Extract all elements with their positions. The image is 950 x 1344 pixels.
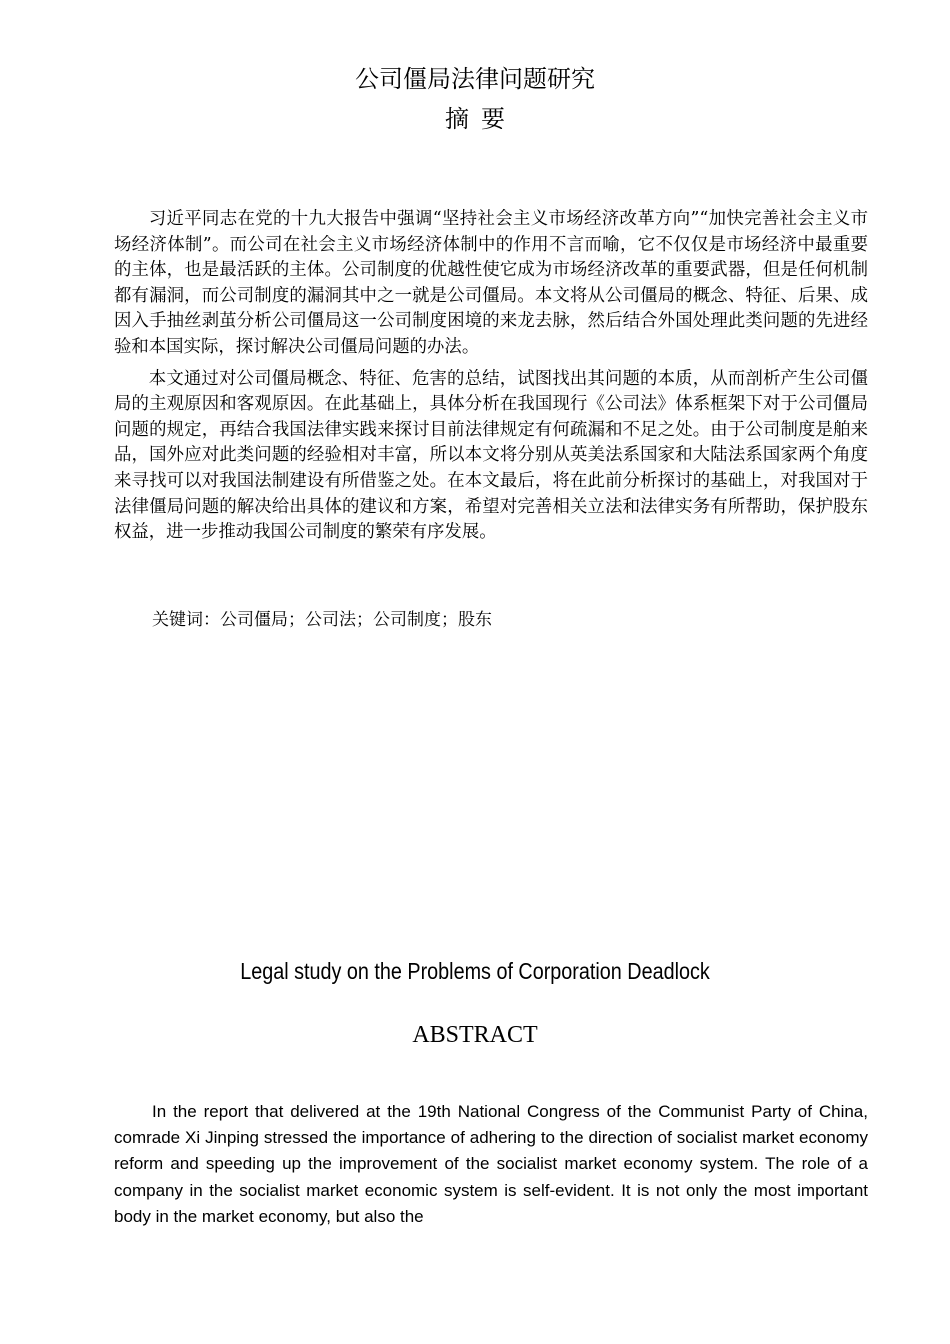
chinese-keywords — [152, 607, 492, 633]
chinese-abstract-paragraph: 习近平同志在党的十九大报告中强调“坚持社会主义市场经济改革方向”“加快完善社会主义市场经济体制”。而公司在社会主义市场经济体制中的作用不言而喻，它不仅仅是市场经济中最重要的主体，也是最活跃的主体。公司制度的优越性使它成为市场经济改革的重要武器，但是任何机制都有漏洞，而公司制度的漏洞其中之一就是公司僵局。本文将从公司僵局的概念、特征、后果、成因入手抽丝剥茧分析公司僵局这一公司制度困境的来龙去脉，然后结合外国处理此类问题的先进经验和本国实际，探讨解决公司僵局问题的办法。 — [114, 209, 868, 357]
english-abstract-body — [114, 1099, 868, 1230]
keywords-text: 公司僵局；公司法；公司制度；股东 — [220, 610, 492, 630]
english-abstract-heading: ABSTRACT — [412, 1022, 538, 1048]
chinese-abstract-paragraph: 本文通过对公司僵局概念、特征、危害的总结，试图找出其问题的本质，从而剖析产生公司僵局的主观原因和客观原因。在此基础上，具体分析在我国现行《公司法》体系框架下对于公司僵局问题的规定，再结合我国法律实践来探讨目前法律规定有何疏漏和不足之处。由于公司制度是舶来品，国外应对此类问题的经验相对丰富，所以本文将分别从英美法系国家和大陆法系国家两个角度来寻找可以对我国法制建设有所借鉴之处。在本文最后，将在此前分析探讨的基础上，对我国对于法律僵局问题的解决给出具体的建议和方案，希望对完善相关立法和法律实务有所帮助，保护股东权益，进一步推动我国公司制度的繁荣有序发展。 — [114, 368, 868, 543]
english-abstract-paragraph: In the report that delivered at the 19th National Congress of the Communist Party of China, comrade Xi Jinping stressed the importance of adhering to the direction of socialist market economy reform and speeding up the improvement of the socialist market economy system. The role of a company in the socialist market economic system is self-evident. It is not only the most important body in the market economy, but also the — [114, 1102, 868, 1226]
english-title: Legal study on the Problems of Corporation Deadlock — [240, 958, 710, 984]
chinese-title: 公司僵局法律问题研究 — [355, 65, 595, 93]
keywords-label: 关键词： — [152, 610, 220, 630]
chinese-abstract-body — [114, 207, 868, 552]
chinese-abstract-heading: 摘要 — [445, 105, 517, 133]
